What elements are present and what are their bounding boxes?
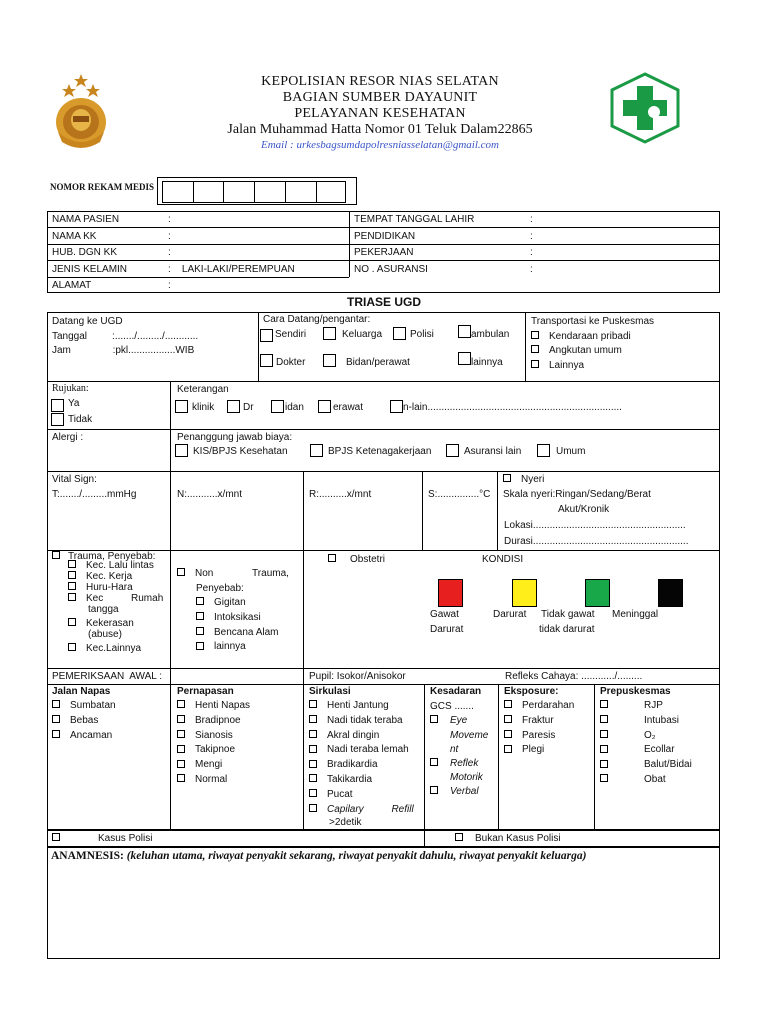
nontrauma-item[interactable]: Bencana Alam [196,626,279,641]
sirkulasi-item[interactable]: Takikardia [309,773,414,788]
cara-ambulan-label: ambulan [471,329,510,340]
health-cross-logo [608,72,682,144]
anamnesis-label: ANAMNESIS: [51,850,127,862]
nontrauma-row[interactable] [177,568,289,580]
sirkulasi-item[interactable]: Nadi tidak teraba [309,714,414,729]
field-hub-kk[interactable]: : [168,247,171,258]
kasus-polisi-option[interactable] [52,833,152,845]
label-pekerjaan: PEKERJAAN [354,247,414,258]
vital-akut: Akut/Kronik [558,504,610,515]
kondisi-title: KONDISI [482,554,524,565]
vital-durasi[interactable]: Durasi........................................................ [504,536,689,547]
pernapasan-item[interactable]: Henti Napas [177,699,250,714]
kesadaran-eye-row[interactable]: Eye [430,715,467,727]
kesadaran-eye-cont1: Moveme [450,730,489,741]
transport-umum-label: Angkutan umum [549,345,622,356]
keterangan-dr-label: Dr [243,402,254,413]
rekam-medis-label: NOMOR REKAM MEDIS [50,182,154,192]
keterangan-klinik-label: klinik [192,402,215,413]
label-nama-pasien: NAMA PASIEN [52,214,120,225]
penanggung-umum-label: Umum [556,446,586,457]
transport-option-umum[interactable] [531,345,622,357]
kesadaran-reflek-row[interactable]: Reflek [430,758,478,770]
sirkulasi-item-cont: >2detik [329,817,362,829]
pemeriksaan-title: PEMERIKSAAN AWAL : [52,671,163,682]
label-pendidikan: PENDIDIKAN [354,231,416,242]
prepus-item[interactable]: RJP [600,699,692,714]
kesadaran-verbal-row[interactable]: Verbal [430,786,479,798]
transport-pribadi-label: Kendaraan pribadi [549,331,631,342]
keterangan-title: Keterangan [177,384,229,395]
kasus-polisi-label: Kasus Polisi [98,833,153,844]
sirkulasi-item[interactable]: Capilary Refill [309,803,414,818]
jalan-item[interactable]: Sumbatan [52,699,116,714]
label-hub-kk: HUB. DGN KK [52,247,118,258]
kesadaran-gcs[interactable]: GCS ....... [430,701,474,712]
nontrauma-item[interactable]: Gigitan [196,596,279,611]
bukan-kasus-option[interactable] [455,833,561,845]
transport-title: Transportasi ke Puskesmas [531,316,655,327]
sirkulasi-item[interactable]: Henti Jantung [309,699,414,714]
vital-skala: Skala nyeri:Ringan/Sedang/Berat [503,489,651,500]
prepus-item[interactable]: O₂ [600,729,692,744]
pernapasan-item[interactable]: Bradipnoe [177,714,250,729]
eksposure-item[interactable]: Plegi [504,743,574,758]
field-pendidikan[interactable]: : [530,231,533,242]
prepus-item[interactable]: Obat [600,773,692,788]
checkbox-dr[interactable] [227,400,240,413]
kondisi-label-darurat2: Darurat [493,609,527,620]
eksposure-item[interactable]: Perdarahan [504,699,574,714]
checkbox-umum[interactable] [537,444,550,457]
checkbox-sendiri[interactable] [260,329,273,342]
trauma-title: Trauma, Penyebab: [68,551,156,562]
label-nama-kk: NAMA KK [52,231,97,242]
keterangan-lain-label: n-lain...................................................................... [403,402,622,413]
cara-title: Cara Datang/pengantar: [263,314,371,325]
keterangan-bidan-label: idan [285,402,304,413]
pernapasan-title: Pernapasan [177,686,234,697]
checkbox-dokter[interactable] [260,354,273,367]
kesadaran-eye-cont2: nt [450,744,459,755]
kondisi-label-meninggal: Meninggal [612,609,659,620]
field-ttl[interactable]: : [530,214,533,225]
field-no-asuransi[interactable]: : [530,264,533,275]
sirkulasi-title: Sirkulasi [309,686,351,697]
sirkulasi-item[interactable]: Nadi teraba lemah [309,743,414,758]
sirkulasi-item[interactable]: Pucat [309,788,414,803]
checkbox-asuransi-lain[interactable] [446,444,459,457]
transport-option-pribadi[interactable] [531,331,631,343]
obstetri-option[interactable] [328,554,385,566]
obstetri-label: Obstetri [350,554,386,565]
pemeriksaan-pupil[interactable]: Pupil: Isokor/Anisokor [309,671,406,682]
checkbox-klinik[interactable] [175,400,188,413]
checkbox-rujukan-tidak[interactable] [51,413,64,426]
nontrauma-list [196,596,279,655]
kondisi-label-tidak-darurat: tidak darurat [539,624,595,635]
header-line-1: KEPOLISIAN RESOR NIAS SELATAN [261,74,499,89]
triase-title: TRIASE UGD [346,295,421,309]
transport-lainnya-label: Lainnya [549,360,585,371]
rujukan-ya-label: Ya [68,398,80,409]
kondisi-label-tidak-gawat: Tidak gawat [541,609,595,620]
prepus-item[interactable]: Intubasi [600,714,692,729]
vital-nyeri[interactable] [503,474,544,486]
checkbox-bidan-perawat[interactable] [323,354,336,367]
vital-s[interactable]: S:...............°C [428,489,491,500]
trauma-item[interactable]: Kec. Kerja [68,571,163,582]
prepus-item[interactable]: Ecollar [600,743,692,758]
header-line-2: BAGIAN SUMBER DAYAUNIT [282,90,478,105]
checkbox-ambulan[interactable] [458,325,471,338]
checkbox-lainnya-cara[interactable] [458,352,471,365]
checkbox-perawat[interactable] [318,400,331,413]
label-ttl: TEMPAT TANGGAL LAHIR [354,214,475,225]
checkbox-bidan[interactable] [271,400,284,413]
eksposure-item[interactable]: Paresis [504,729,574,744]
field-jenis-kelamin[interactable]: : LAKI-LAKI/PEREMPUAN [168,264,295,275]
checkbox-polisi[interactable] [393,327,406,340]
trauma-item[interactable]: Huru-Hara [68,582,163,593]
bukan-kasus-label: Bukan Kasus Polisi [475,833,561,844]
pernapasan-item[interactable]: Mengi [177,758,250,773]
vital-t[interactable]: T:......./.........mmHg [52,489,137,500]
label-no-asuransi: NO . ASURANSI [354,264,428,275]
kondisi-green-swatch[interactable] [585,579,610,607]
vital-nyeri-label: Nyeri [521,474,545,485]
pernapasan-item[interactable]: Takipnoe [177,743,250,758]
cara-sendiri-label: Sendiri [275,329,307,340]
datang-tanggal[interactable]: Tanggal :......./........./............ [52,331,199,342]
eksposure-title: Eksposure: [504,686,559,697]
label-alamat: ALAMAT [52,280,92,291]
trauma-item[interactable]: Kec. Lalu lintas [68,560,163,571]
cara-keluarga-label: Keluarga [342,329,383,340]
penanggung-asuransi-label: Asuransi lain [464,446,522,457]
vital-title: Vital Sign: [52,474,97,485]
police-emblem [48,72,114,150]
kondisi-yellow-swatch[interactable] [512,579,537,607]
nontrauma-item[interactable]: Intoksikasi [196,611,279,626]
field-nama-pasien[interactable]: : [168,214,171,225]
datang-jam[interactable]: Jam :pkl.................WIB [52,345,195,356]
checkbox-keluarga[interactable] [323,327,336,340]
pernapasan-item[interactable]: Normal [177,773,250,788]
kesadaran-reflek-cont: Motorik [450,772,483,783]
trauma-item-cont: tangga [88,604,119,615]
header-email: Email : urkesbagsumdapolresniasselatan@gmail.com [261,139,499,151]
kesadaran-title: Kesadaran [430,686,482,697]
prepus-item[interactable]: Balut/Bidai [600,758,692,773]
prepus-title: Prepuskesmas [600,686,671,697]
rujukan-tidak-label: Tidak [68,414,93,425]
rujukan-title: Rujukan: [52,383,89,394]
kondisi-black-swatch[interactable] [658,579,683,607]
vital-n[interactable]: N:...........x/mnt [177,489,243,500]
trauma-item[interactable]: Kec.Lainnya [68,643,163,654]
vital-r[interactable]: R:..........x/mnt [309,489,372,500]
nontrauma-l1: Non Trauma, [195,568,289,579]
cara-lainnya-label: lainnya [471,357,503,368]
penanggung-kis-label: KIS/BPJS Kesehatan [193,446,288,457]
sirkulasi-item[interactable]: Bradikardia [309,758,414,773]
anamnesis-text: (keluhan utama, riwayat penyakit sekarang, riwayat penyakit dahulu, riwayat penyakit keluarga) [126,850,587,862]
anamnesis-heading [51,849,586,863]
cara-dokter-label: Dokter [276,357,306,368]
jalan-item[interactable]: Ancaman [52,729,116,744]
cara-polisi-label: Polisi [410,329,434,340]
alergi-label: Alergi : [52,432,84,443]
label-jenis-kelamin: JENIS KELAMIN [52,264,128,275]
checkbox-bpjs-tk[interactable] [310,444,323,457]
trauma-item-cont: (abuse) [88,629,122,640]
keterangan-perawat-label: erawat [333,402,364,413]
trauma-list [68,560,163,654]
field-nama-kk[interactable]: : [168,231,171,242]
sirkulasi-item[interactable]: Akral dingin [309,729,414,744]
nontrauma-item[interactable]: lainnya [196,640,279,655]
nontrauma-l2: Penyebab: [196,583,244,594]
cara-bidan-label: Bidan/perawat [346,357,410,368]
header-line-3: PELAYANAN KESEHATAN [294,106,466,121]
header-block [160,74,600,152]
datang-title: Datang ke UGD [52,316,123,327]
anamnesis-box[interactable] [47,847,720,959]
header-address: Jalan Muhammad Hatta Nomor 01 Teluk Dalam22865 [227,122,533,137]
transport-option-lainnya[interactable] [531,360,584,372]
kondisi-red-swatch[interactable] [438,579,463,607]
pernapasan-item[interactable]: Sianosis [177,729,250,744]
kondisi-label-gawat: Gawat [430,609,459,620]
jalan-item[interactable]: Bebas [52,714,116,729]
eksposure-item[interactable]: Fraktur [504,714,574,729]
checkbox-rujukan-ya[interactable] [51,399,64,412]
vital-lokasi[interactable]: Lokasi....................................................... [504,520,686,531]
trauma-item[interactable]: Kekerasan [68,618,163,629]
checkbox-kis-bpjs[interactable] [175,444,188,457]
trauma-item[interactable]: Kec Rumah [68,593,163,604]
penanggung-bpjstk-label: BPJS Ketenagakerjaan [328,446,432,457]
pemeriksaan-refleks[interactable]: Refleks Cahaya: ............/......... [505,671,643,682]
jalan-title: Jalan Napas [52,686,111,697]
field-pekerjaan[interactable]: : [530,247,533,258]
kondisi-label-darurat1: Darurat [430,624,464,635]
checkbox-lain-lain[interactable] [390,400,403,413]
field-alamat[interactable]: : [168,280,171,291]
penanggung-title: Penanggung jawab biaya: [177,432,293,443]
